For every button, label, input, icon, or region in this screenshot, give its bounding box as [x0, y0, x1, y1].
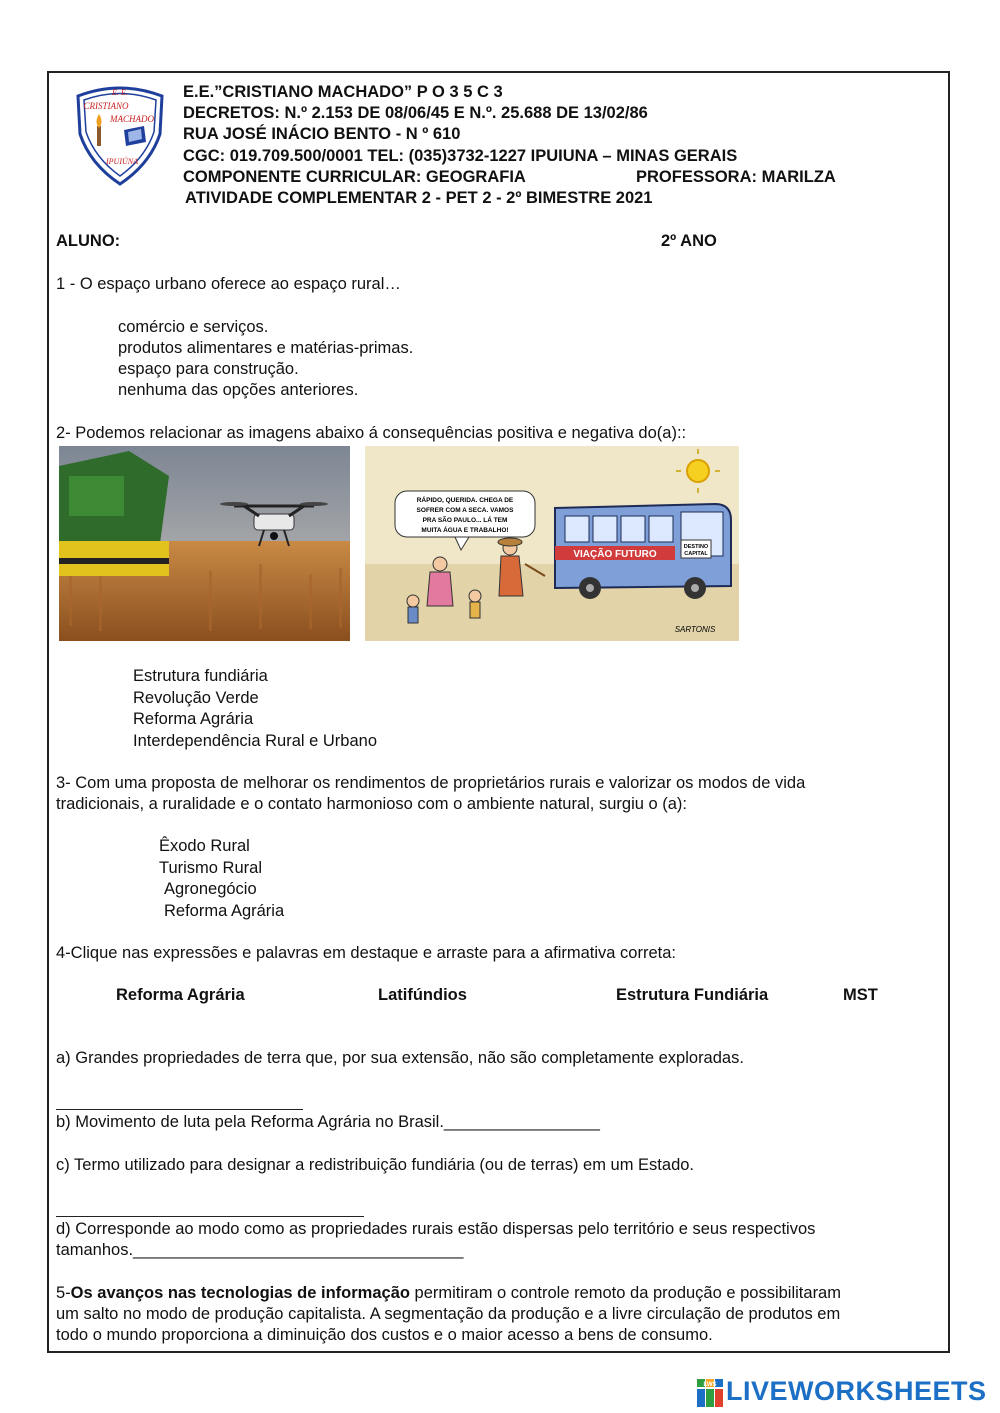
q4-item-b[interactable]: b) Movimento de luta pela Reforma Agrária no Brasil._________________	[56, 1113, 600, 1131]
q2-option[interactable]: Interdependência Rural e Urbano	[133, 732, 377, 750]
q3-option[interactable]: Agronegócio	[164, 880, 257, 898]
crest-line2-text: MACHADO	[110, 114, 154, 124]
crest-line1-text: CRISTIANO	[83, 101, 129, 111]
cartoon-speech-line: SOFRER COM A SECA. VAMOS	[416, 507, 514, 514]
crest-bottom-text: IPUIÚNA	[106, 157, 138, 166]
q5-line1	[56, 1283, 841, 1303]
school-name: E.E.”CRISTIANO MACHADO” P O 3 5 C 3	[183, 83, 503, 101]
address-line: RUA JOSÉ INÁCIO BENTO - N º 610	[183, 125, 461, 143]
q4-item-a: a) Grandes propriedades de terra que, por sua extensão, não são completamente exploradas.	[56, 1049, 744, 1067]
grade-label: 2º ANO	[661, 232, 717, 250]
q3-option[interactable]: Reforma Agrária	[164, 902, 285, 920]
q4-a-drop-line[interactable]	[56, 1109, 303, 1110]
q5-prefix: 5-	[56, 1284, 71, 1302]
q4-question: 4-Clique nas expressões e palavras em destaque e arraste para a afirmativa correta:	[56, 944, 676, 962]
q1-option[interactable]: comércio e serviços.	[118, 318, 269, 336]
school-crest-logo	[70, 82, 170, 186]
component-line: COMPONENTE CURRICULAR: GEOGRAFIA	[183, 168, 526, 186]
harvester-drone-photo	[59, 446, 350, 641]
q3-option[interactable]: Turismo Rural	[159, 859, 262, 877]
decrees-line: DECRETOS: N.º 2.153 DE 08/06/45 E N.º. 25.688 DE 13/02/86	[183, 104, 648, 122]
q5-line3: todo o mundo proporciona a diminuição dos custos e o maior acesso a bens de consumo.	[56, 1326, 713, 1344]
cartoon-speech-line: RÁPIDO, QUERIDA. CHEGA DE	[416, 497, 514, 504]
q4-draggable-word[interactable]: Reforma Agrária	[116, 986, 245, 1004]
bus-sign-line: CAPITAL	[684, 551, 708, 557]
q4-item-c: c) Termo utilizado para designar a redistribuição fundiária (ou de terras) em um Estado.	[56, 1156, 695, 1174]
q4-draggable-word[interactable]: MST	[843, 986, 878, 1004]
q5-text: permitiram o controle remoto da produção e possibilitaram	[409, 1284, 841, 1302]
bus-label: VIAÇÃO FUTURO	[573, 549, 657, 560]
logo-badge-text: LWS	[703, 1382, 717, 1388]
liveworksheets-logo-text[interactable]: LIVEWORKSHEETS	[726, 1376, 987, 1406]
q3-question-line1: 3- Com uma proposta de melhorar os rendimentos de proprietários rurais e valorizar os modos de vida	[56, 774, 806, 792]
crest-top-text: E. E.	[112, 88, 128, 97]
cartoon-speech-line: MUITA ÁGUA E TRABALHO!	[421, 527, 509, 534]
cartoon-signature: SARTONIS	[674, 625, 716, 634]
cgc-line: CGC: 019.709.500/0001 TEL: (035)3732-1227 IPUIUNA – MINAS GERAIS	[183, 147, 738, 165]
q2-question: 2- Podemos relacionar as imagens abaixo á consequências positiva e negativa do(a)::	[56, 424, 687, 442]
q4-item-d-line1: d) Corresponde ao modo como as propriedades rurais estão dispersas pelo território e seus respectivos	[56, 1220, 816, 1238]
q2-option[interactable]: Revolução Verde	[133, 689, 259, 707]
rural-exodus-cartoon	[365, 446, 739, 641]
q4-draggable-word[interactable]: Latifúndios	[378, 986, 467, 1004]
liveworksheets-logo-icon	[697, 1379, 723, 1407]
q5-highlight[interactable]: Os avanços nas tecnologias de informação	[70, 1284, 410, 1302]
bus-sign-line: DESTINO	[683, 544, 709, 550]
q1-option[interactable]: espaço para construção.	[118, 360, 299, 378]
cartoon-speech-line: PRA SÃO PAULO... LÁ TEM	[422, 517, 508, 524]
q3-question-line2: tradicionais, a ruralidade e o contato harmonioso com o ambiente natural, surgiu o (a):	[56, 795, 688, 813]
q1-question: 1 - O espaço urbano oferece ao espaço rural…	[56, 275, 401, 293]
teacher-line: PROFESSORA: MARILZA	[636, 168, 836, 186]
q1-option[interactable]: nenhuma das opções anteriores.	[118, 381, 359, 399]
student-label: ALUNO:	[56, 232, 121, 250]
q5-line2: um salto no modo de produção capitalista. A segmentação da produção e a livre circulação de produtos em	[56, 1305, 841, 1323]
q2-option[interactable]: Reforma Agrária	[133, 710, 254, 728]
q3-option[interactable]: Êxodo Rural	[159, 837, 250, 855]
q4-draggable-word[interactable]: Estrutura Fundiária	[616, 986, 769, 1004]
q4-item-d-line2[interactable]: tamanhos.____________________________________	[56, 1241, 464, 1259]
q1-option[interactable]: produtos alimentares e matérias-primas.	[118, 339, 414, 357]
q4-c-drop-line[interactable]	[56, 1216, 364, 1217]
activity-title: ATIVIDADE COMPLEMENTAR 2 - PET 2 - 2º BIMESTRE 2021	[185, 189, 653, 207]
q2-option[interactable]: Estrutura fundiária	[133, 667, 268, 685]
